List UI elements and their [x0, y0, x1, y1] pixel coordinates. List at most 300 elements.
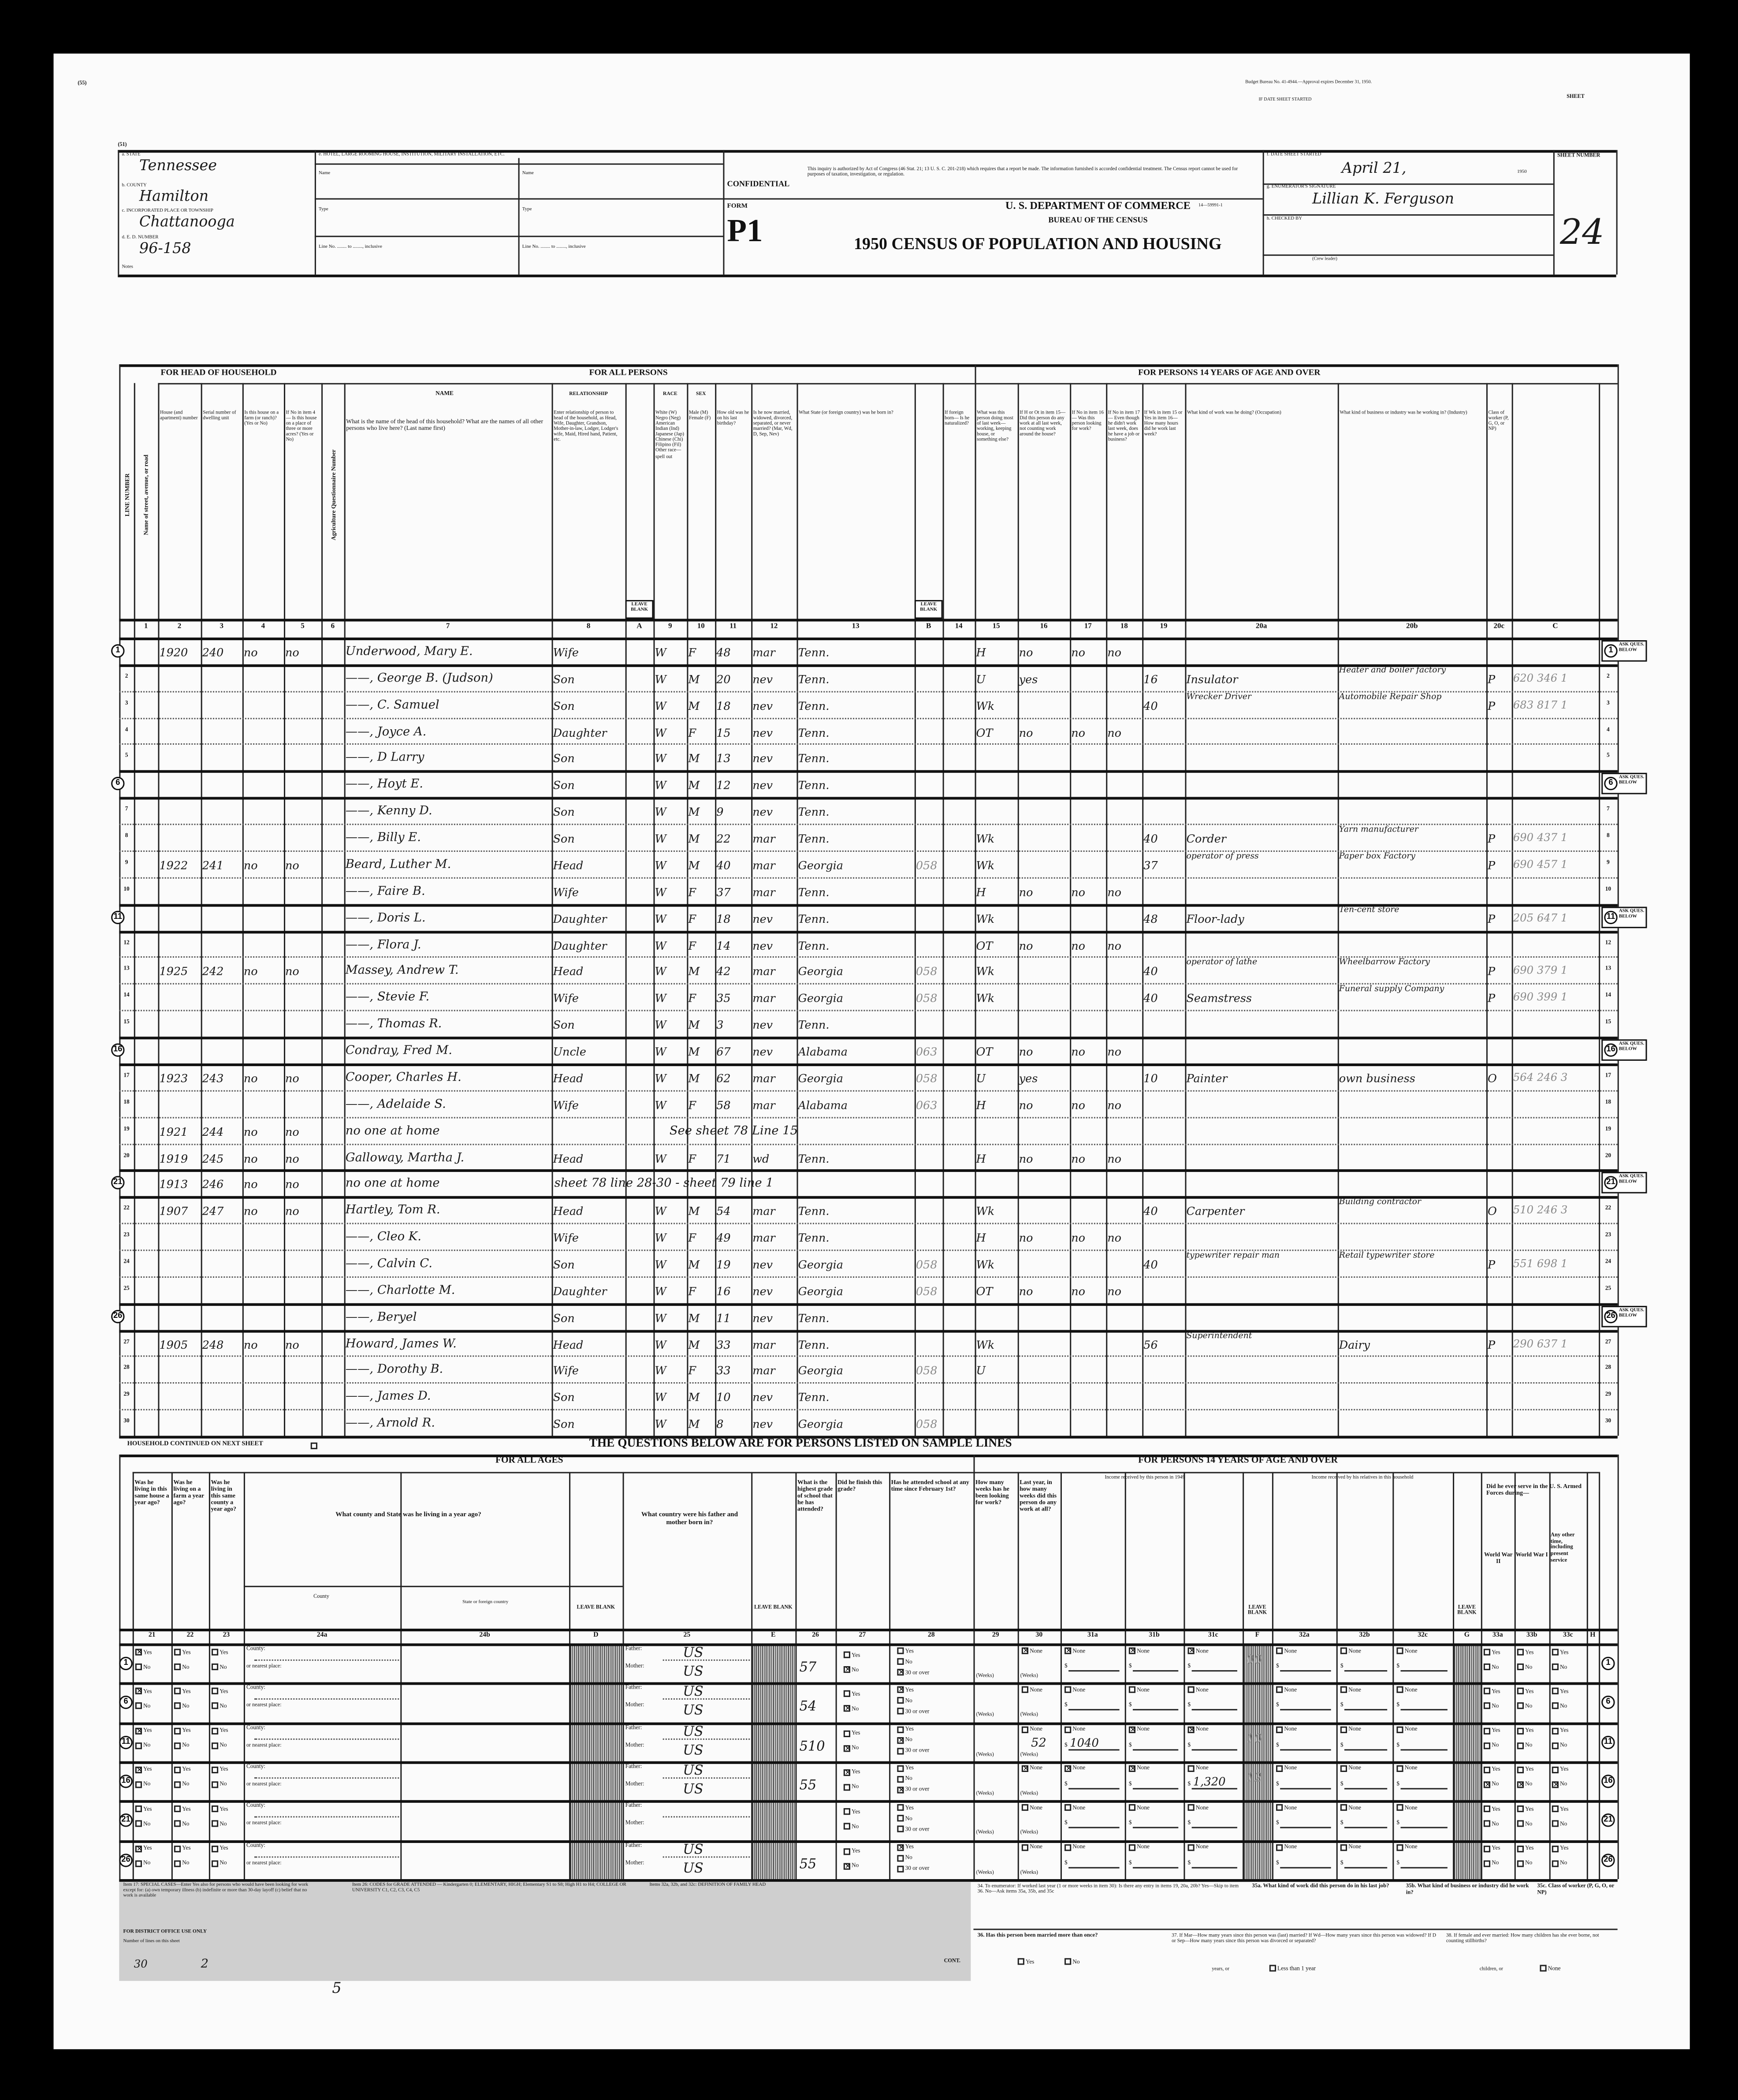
checkbox-q21-no[interactable] — [135, 1820, 142, 1827]
income-q32a-none[interactable] — [1276, 1804, 1283, 1811]
income-q31a-none[interactable] — [1064, 1804, 1071, 1811]
checkbox-q22-yes[interactable] — [174, 1845, 181, 1852]
attended-school-yes[interactable] — [897, 1647, 904, 1654]
amount-line — [1401, 1827, 1448, 1828]
income-q32a-none[interactable] — [1276, 1686, 1283, 1693]
hours-worked: 40 — [1143, 991, 1158, 1005]
dollar-sign: $ — [1276, 1701, 1279, 1708]
checkbox-q21-no[interactable] — [135, 1860, 142, 1866]
q36-no[interactable] — [1064, 1958, 1071, 1965]
header-divider — [723, 150, 724, 275]
military-q33b-no[interactable] — [1517, 1664, 1524, 1670]
military-q33a-no[interactable] — [1484, 1664, 1490, 1670]
attended-school-yes-label: Yes — [905, 1646, 914, 1654]
attended-school-yes[interactable] — [897, 1804, 904, 1811]
military-q33c-no[interactable] — [1552, 1820, 1559, 1827]
any-work: no — [1019, 885, 1033, 899]
military-q33b-yes[interactable] — [1517, 1649, 1524, 1656]
occupation: operator of lathe — [1186, 958, 1258, 968]
finished-grade-yes[interactable] — [844, 1848, 850, 1854]
military-q33a-yes[interactable] — [1484, 1688, 1490, 1695]
line-number: 19 — [123, 1124, 130, 1131]
line-number: 4 — [125, 725, 128, 732]
attended-school-yes-label: Yes — [905, 1764, 914, 1772]
finished-grade-no[interactable] — [844, 1784, 850, 1790]
lower-header-q26: What is the highest grade of school that he has attended? — [797, 1478, 833, 1513]
relationship: Wife — [553, 1364, 579, 1378]
finished-grade-yes[interactable] — [844, 1652, 850, 1658]
lower-column-number: 23 — [223, 1631, 230, 1640]
rule-horizontal — [1263, 254, 1553, 256]
occupation-code: 564 246 3 — [1513, 1071, 1568, 1084]
income-q31b-none[interactable] — [1129, 1686, 1135, 1693]
column-header-c15: What was this person doing most of last week—working, keeping house, or something else? — [977, 410, 1013, 443]
has-job: no — [1107, 645, 1121, 659]
q36-yes[interactable] — [1018, 1958, 1024, 1965]
occupation: Seamstress — [1186, 991, 1252, 1005]
any-work: no — [1019, 725, 1033, 739]
checkbox-q21-yes[interactable]: ✕ — [135, 1727, 142, 1734]
finished-grade-yes[interactable] — [844, 1691, 850, 1697]
finished-grade-no[interactable]: ✕ — [844, 1745, 850, 1751]
attended-school-no[interactable] — [897, 1697, 904, 1704]
birthplace: Georgia — [798, 1071, 844, 1085]
has-job: no — [1107, 885, 1121, 899]
section-age-14-over-lower: FOR PERSONS 14 YEARS OF AGE AND OVER — [1138, 1455, 1338, 1466]
relationship: Head — [553, 1337, 584, 1351]
income-q31a-none[interactable]: ✕ — [1064, 1765, 1071, 1772]
rule-horizontal — [254, 1738, 399, 1739]
weeks-label-29: (Weeks) — [976, 1750, 994, 1757]
checkbox-q22-yes[interactable] — [174, 1649, 181, 1656]
weeks-worked-none[interactable]: ✕ — [1022, 1765, 1028, 1772]
class-of-worker: P — [1487, 672, 1496, 686]
age: 49 — [716, 1231, 731, 1245]
income-q31c-none[interactable] — [1188, 1686, 1195, 1693]
checkbox-q22-no[interactable] — [174, 1781, 181, 1788]
activity-last-week: H — [976, 1231, 986, 1245]
checkbox-q22-no[interactable] — [174, 1860, 181, 1866]
confidential-text: This inquiry is authorized by Act of Congress (46 Stat. 21; 13 U. S. C. 201-218) which requires that a report be made. The information furnished is accorded confidential treatment. The Census report cannot be used for purposes of taxation, investigation, or regulation. — [807, 166, 1238, 177]
checkbox-q23-yes[interactable] — [212, 1649, 218, 1656]
class-of-worker: P — [1487, 965, 1496, 978]
military-q33c-no[interactable] — [1552, 1664, 1559, 1670]
sex: F — [688, 1098, 696, 1112]
line-number: 14 — [123, 991, 130, 999]
weeks-worked-none[interactable] — [1022, 1804, 1028, 1811]
income-q31b-none-label: None — [1137, 1646, 1150, 1654]
income-q31a-none[interactable] — [1064, 1726, 1071, 1732]
attended-school-yes[interactable]: ✕ — [897, 1844, 904, 1850]
relationship: Wife — [553, 1098, 579, 1112]
attended-school-no[interactable] — [897, 1658, 904, 1665]
upper-table-top — [119, 364, 1617, 367]
birthplace: Tenn. — [798, 1018, 830, 1032]
military-q33b-yes[interactable] — [1517, 1806, 1524, 1813]
checkbox-q21-no-label: No — [143, 1820, 151, 1827]
weeks-worked-none[interactable] — [1022, 1686, 1028, 1693]
finished-grade-yes-label: Yes — [852, 1847, 860, 1854]
attended-school-no[interactable]: ✕ — [897, 1737, 904, 1743]
sample-line-number: 21 — [111, 1176, 124, 1190]
lower-column-number: D — [593, 1631, 599, 1640]
military-q33b-yes[interactable] — [1517, 1688, 1524, 1695]
birthplace: Tenn. — [798, 779, 830, 792]
sample-line-number-right: 11 — [1601, 1735, 1615, 1749]
income-q32b-none-label: None — [1348, 1686, 1361, 1693]
checkbox-q22-yes[interactable] — [174, 1806, 181, 1813]
grade-codes-instructions: Item 26: CODES for GRADE ATTENDED — Kindergarten 0; ELEMENTARY, HIGH; Elementary S1 to S8; High H1 to H4; COLLEGE OR UNIVERSITY C1, C2, C3, C4, C5 — [352, 1882, 626, 1893]
line-number: 27 — [123, 1337, 130, 1344]
checkbox-q22-yes[interactable] — [174, 1767, 181, 1773]
attended-school-30-or-over[interactable] — [897, 1865, 904, 1872]
household-continued-checkbox[interactable] — [311, 1442, 317, 1448]
attended-school-yes-label: Yes — [905, 1803, 914, 1811]
checkbox-q22-no[interactable] — [174, 1820, 181, 1827]
person-name: ——, Charlotte M. — [345, 1284, 455, 1298]
person-name: ——, Dorothy B. — [345, 1364, 443, 1378]
institution-type-label-2: Type — [522, 206, 532, 212]
checkbox-q23-yes-label: Yes — [220, 1766, 228, 1773]
income-q31c-none[interactable] — [1188, 1844, 1195, 1850]
age: 33 — [716, 1364, 731, 1378]
dollar-sign: $ — [1396, 1701, 1400, 1708]
age: 42 — [716, 965, 731, 978]
age: 18 — [716, 911, 731, 925]
checkbox-q21-no[interactable] — [135, 1742, 142, 1749]
birthplace-code: 058 — [916, 991, 938, 1005]
person-name: Hartley, Tom R. — [345, 1204, 440, 1218]
relationship: Son — [553, 698, 575, 712]
income-q31b-none-label: None — [1137, 1686, 1150, 1693]
person-name: ——, Kenny D. — [345, 805, 432, 819]
state-field-value: Tennessee — [139, 157, 217, 174]
checkbox-q23-no[interactable] — [212, 1664, 218, 1670]
income-q32c-none[interactable] — [1396, 1844, 1403, 1850]
line-number-right: 22 — [1605, 1204, 1611, 1211]
activity-last-week: H — [976, 885, 986, 899]
income-q32b-none[interactable] — [1340, 1686, 1347, 1693]
checkbox-q21-yes[interactable]: ✕ — [135, 1688, 142, 1695]
checkbox-q22-yes[interactable] — [174, 1727, 181, 1734]
finished-grade-yes[interactable]: ✕ — [844, 1769, 850, 1776]
checkbox-q23-no[interactable] — [212, 1860, 218, 1866]
line-number: 7 — [125, 805, 128, 812]
finished-grade-yes[interactable] — [844, 1809, 850, 1815]
ask-questions-label: ASK QUES. BELOW — [1619, 907, 1645, 918]
checkbox-q21-yes[interactable]: ✕ — [135, 1649, 142, 1656]
income-q32a-none[interactable] — [1276, 1647, 1283, 1654]
military-q33b-no-label: No — [1525, 1741, 1533, 1748]
income-q32b-none[interactable] — [1340, 1726, 1347, 1732]
farm-answer: no — [243, 1071, 258, 1085]
amount-line — [1068, 1670, 1119, 1671]
weeks-label-29: (Weeks) — [976, 1868, 994, 1875]
military-q33b-yes[interactable] — [1517, 1767, 1524, 1773]
income-q31a-none[interactable] — [1064, 1844, 1071, 1850]
military-q33b-yes[interactable] — [1517, 1727, 1524, 1734]
attended-school-30-or-over[interactable] — [897, 1708, 904, 1715]
military-q33a-yes[interactable] — [1484, 1727, 1490, 1734]
finished-grade-yes-label: Yes — [852, 1808, 860, 1815]
military-q33a-no[interactable] — [1484, 1820, 1490, 1827]
attended-school-30-or-over[interactable]: ✕ — [897, 1669, 904, 1675]
income-q32c-none[interactable] — [1396, 1647, 1403, 1654]
county-field-label: b. COUNTY — [122, 182, 147, 188]
attended-school-30-or-over[interactable] — [897, 1826, 904, 1832]
military-q33c-no-label: No — [1560, 1820, 1567, 1827]
sex: M — [688, 1337, 700, 1351]
military-q33c-yes[interactable] — [1552, 1767, 1559, 1773]
income-q31c-none-label: None — [1195, 1725, 1209, 1732]
column-number: 3 — [220, 623, 223, 631]
sample-line-number-right: 26 — [1601, 1853, 1615, 1866]
attended-school-no[interactable] — [897, 1815, 904, 1822]
income-q32a-none[interactable] — [1276, 1726, 1283, 1732]
military-q33b-no[interactable] — [1517, 1820, 1524, 1827]
house-number: 1920 — [159, 645, 188, 659]
income-q31c-none-label: None — [1195, 1646, 1209, 1654]
military-q33c-no[interactable] — [1552, 1742, 1559, 1749]
finished-grade-no[interactable]: ✕ — [844, 1705, 850, 1712]
line-number: 12 — [123, 938, 130, 945]
sample-question-row — [119, 1761, 1617, 1800]
column-header-ln: LINE NUMBER — [123, 473, 130, 517]
checkbox-q22-no[interactable] — [174, 1742, 181, 1749]
income-q32c-none[interactable] — [1396, 1726, 1403, 1732]
occupation-code: 620 346 1 — [1513, 672, 1568, 684]
military-q33b-no[interactable] — [1517, 1742, 1524, 1749]
military-q33c-no[interactable]: ✕ — [1552, 1781, 1559, 1788]
marital-status: nev — [752, 911, 773, 925]
form-number: (51) — [118, 140, 127, 148]
checkbox-q23-no[interactable] — [212, 1781, 218, 1788]
income-q31c-none[interactable]: ✕ — [1188, 1726, 1195, 1732]
line-number: 18 — [123, 1098, 130, 1105]
income-q31c-none[interactable]: ✕ — [1188, 1647, 1195, 1654]
checkbox-q23-yes[interactable] — [212, 1767, 218, 1773]
section-all-persons: FOR ALL PERSONS — [589, 368, 668, 378]
attended-school-30-or-over-label: 30 or over — [905, 1746, 930, 1753]
race: W — [655, 938, 666, 952]
q36-yes-label: Yes — [1025, 1957, 1035, 1964]
attended-school-yes[interactable]: ✕ — [897, 1686, 904, 1693]
lower-header-q25: What country were his father and mother born in? — [641, 1512, 738, 1526]
checkbox-q21-yes[interactable]: ✕ — [135, 1767, 142, 1773]
less-than-1-year[interactable] — [1269, 1965, 1276, 1971]
line-number-right: 10 — [1605, 885, 1611, 892]
institution-name-label: Name — [318, 170, 331, 175]
line-number-right: 13 — [1605, 965, 1611, 972]
attended-school-no[interactable] — [897, 1776, 904, 1783]
military-q33c-yes[interactable] — [1552, 1688, 1559, 1695]
income-q32c-none[interactable] — [1396, 1686, 1403, 1693]
income-q32a-none[interactable] — [1276, 1844, 1283, 1850]
military-q33b-no[interactable] — [1517, 1860, 1524, 1866]
father-label: Father: — [625, 1684, 642, 1691]
income-q31a-none[interactable] — [1064, 1686, 1071, 1693]
checkbox-q22-yes[interactable] — [174, 1688, 181, 1695]
weeks-worked-none[interactable] — [1022, 1726, 1028, 1732]
checkbox-q21-no[interactable] — [135, 1781, 142, 1788]
attended-school-no[interactable] — [897, 1854, 904, 1861]
income-q31c-none[interactable] — [1188, 1765, 1195, 1772]
checkbox-q23-no[interactable] — [212, 1703, 218, 1709]
question-37: 37. If Mar—How many years since this person was (last) married? If Wd—How many years since this person was widowed? If D or Sep—How many years since this person was divorced or separated? — [1172, 1932, 1437, 1944]
checkbox-q23-yes[interactable] — [212, 1688, 218, 1695]
military-q33a-no[interactable] — [1484, 1742, 1490, 1749]
attended-school-yes-label: Yes — [905, 1725, 914, 1732]
has-job: no — [1107, 938, 1121, 952]
marital-status: mar — [752, 1231, 775, 1245]
checkbox-q21-yes[interactable] — [135, 1806, 142, 1813]
income-q31b-none[interactable] — [1129, 1804, 1135, 1811]
income-q32b-none[interactable] — [1340, 1804, 1347, 1811]
county-label: County: — [246, 1645, 265, 1652]
less-than-1-year-label: Less than 1 year — [1277, 1964, 1316, 1971]
finished-grade-no-label: No — [852, 1783, 859, 1790]
finished-grade-no[interactable] — [844, 1823, 850, 1830]
military-q33c-yes[interactable] — [1552, 1649, 1559, 1656]
class-of-worker: O — [1487, 1071, 1497, 1085]
checkbox-q23-yes[interactable] — [212, 1845, 218, 1852]
attended-school-yes[interactable] — [897, 1765, 904, 1772]
finished-grade-no[interactable]: ✕ — [844, 1862, 850, 1869]
checkbox-q21-no[interactable] — [135, 1664, 142, 1670]
dollar-sign: $ — [1128, 1740, 1132, 1748]
income-q31b-none[interactable] — [1129, 1844, 1135, 1850]
race: W — [655, 858, 666, 872]
income-q31b-none[interactable]: ✕ — [1129, 1765, 1135, 1772]
relationship: Son — [553, 1311, 575, 1324]
military-q33b-yes[interactable] — [1517, 1845, 1524, 1852]
military-q33a-yes[interactable] — [1484, 1806, 1490, 1813]
relationship: Wife — [553, 885, 579, 899]
attended-school-yes[interactable] — [897, 1726, 904, 1732]
checkbox-q22-no[interactable] — [174, 1664, 181, 1670]
birthplace: Tenn. — [798, 805, 830, 819]
column-header-c17: If No in item 16— Was this person looking for work? — [1072, 410, 1104, 432]
military-q33b-yes-label: Yes — [1525, 1648, 1534, 1655]
military-q33c-no[interactable] — [1552, 1860, 1559, 1866]
income-q32c-none[interactable] — [1396, 1804, 1403, 1811]
marital-status: nev — [752, 1018, 773, 1032]
birthplace: Tenn. — [798, 1151, 830, 1165]
marital-status: nev — [752, 672, 773, 686]
attended-school-30-or-over[interactable]: ✕ — [897, 1787, 904, 1793]
occupation-code: 551 698 1 — [1513, 1257, 1568, 1270]
column-header-agri: Agriculture Questionnaire Number — [329, 449, 336, 541]
checkbox-q21-yes[interactable]: ✕ — [135, 1845, 142, 1852]
dollar-sign: $ — [1064, 1819, 1068, 1826]
state-field-label: a. STATE — [122, 151, 141, 157]
amount-line — [1344, 1670, 1387, 1671]
sample-question-row — [119, 1800, 1617, 1839]
income-q32b-none[interactable] — [1340, 1844, 1347, 1850]
attended-school-30-or-over[interactable] — [897, 1747, 904, 1754]
class-of-worker: P — [1487, 911, 1496, 925]
military-q33c-yes[interactable] — [1552, 1845, 1559, 1852]
lower-column-number: E — [771, 1631, 776, 1640]
lower-header-q22: Was he living on a farm a year ago? — [173, 1478, 204, 1506]
finished-grade-no[interactable]: ✕ — [844, 1666, 850, 1673]
military-q33c-no[interactable] — [1552, 1703, 1559, 1709]
amount-line — [1280, 1827, 1331, 1828]
checkbox-q23-no[interactable] — [212, 1820, 218, 1827]
checkbox-q23-no[interactable] — [212, 1742, 218, 1749]
checkbox-q23-yes[interactable] — [212, 1806, 218, 1813]
checkbox-q21-no[interactable] — [135, 1703, 142, 1709]
attended-school-yes-label: Yes — [905, 1843, 914, 1850]
military-q33c-yes[interactable] — [1552, 1727, 1559, 1734]
checkbox-q22-no[interactable] — [174, 1703, 181, 1709]
highest-grade: 510 — [799, 1739, 825, 1754]
class-of-worker: P — [1487, 698, 1496, 712]
military-q33c-yes[interactable] — [1552, 1806, 1559, 1813]
military-q33a-no[interactable] — [1484, 1860, 1490, 1866]
relationship: Son — [553, 832, 575, 846]
military-q33b-no[interactable] — [1517, 1703, 1524, 1709]
income-q32b-none[interactable] — [1340, 1765, 1347, 1772]
weeks-worked-none[interactable] — [1022, 1844, 1028, 1850]
marital-status: wd — [752, 1151, 770, 1165]
income-q31c-none[interactable] — [1188, 1804, 1195, 1811]
checkbox-q23-yes-label: Yes — [220, 1687, 228, 1694]
income-q31a-none[interactable]: ✕ — [1064, 1647, 1071, 1654]
nearest-place-label: or nearest place: — [246, 1662, 282, 1669]
sex: M — [688, 672, 700, 686]
income-q32b-none[interactable] — [1340, 1647, 1347, 1654]
income-q31b-none[interactable]: ✕ — [1129, 1647, 1135, 1654]
children-none[interactable] — [1540, 1965, 1546, 1971]
checkbox-q23-yes[interactable] — [212, 1727, 218, 1734]
line-number-right: 14 — [1605, 991, 1611, 999]
income-q31c-none-label: None — [1195, 1843, 1209, 1850]
income-q32a-none[interactable] — [1276, 1765, 1283, 1772]
income-q31b-none[interactable]: ✕ — [1129, 1726, 1135, 1732]
dwelling-serial: 243 — [202, 1071, 224, 1085]
military-q33a-yes[interactable] — [1484, 1845, 1490, 1852]
question-36: 36. Has this person been married more than once? — [977, 1931, 1098, 1938]
activity-last-week: Wk — [976, 991, 995, 1005]
weeks-worked-none[interactable]: ✕ — [1022, 1647, 1028, 1654]
income-q31b-none-label: None — [1137, 1725, 1150, 1732]
marital-status: mar — [752, 1204, 775, 1218]
ask-questions-label: ASK QUES. BELOW — [1619, 1041, 1645, 1052]
checkbox-q23-no-label: No — [220, 1702, 227, 1709]
checkbox-q22-no-label: No — [182, 1663, 190, 1670]
marital-status: nev — [752, 938, 773, 952]
father-label: Father: — [625, 1762, 642, 1769]
column-rule-right — [1618, 364, 1619, 1436]
attended-school-30-or-over-label: 30 or over — [905, 1825, 930, 1832]
age: 18 — [716, 698, 731, 712]
income-q32c-none[interactable] — [1396, 1765, 1403, 1772]
military-q33a-yes[interactable] — [1484, 1649, 1490, 1656]
column-header-occ: What kind of work was he doing? (Occupation) — [1187, 410, 1281, 415]
sample-question-row — [119, 1722, 1617, 1761]
military-q33a-no[interactable] — [1484, 1703, 1490, 1709]
sex: M — [688, 1311, 700, 1324]
military-q33a-no[interactable]: ✕ — [1484, 1781, 1490, 1788]
relationship: Wife — [553, 1231, 579, 1245]
form-word: FORM — [727, 203, 748, 210]
birthplace-code: 058 — [916, 1364, 938, 1378]
military-q33b-no[interactable]: ✕ — [1517, 1781, 1524, 1788]
finished-grade-yes[interactable] — [844, 1730, 850, 1737]
amount-line — [1280, 1749, 1331, 1750]
military-q33a-yes[interactable] — [1484, 1767, 1490, 1773]
